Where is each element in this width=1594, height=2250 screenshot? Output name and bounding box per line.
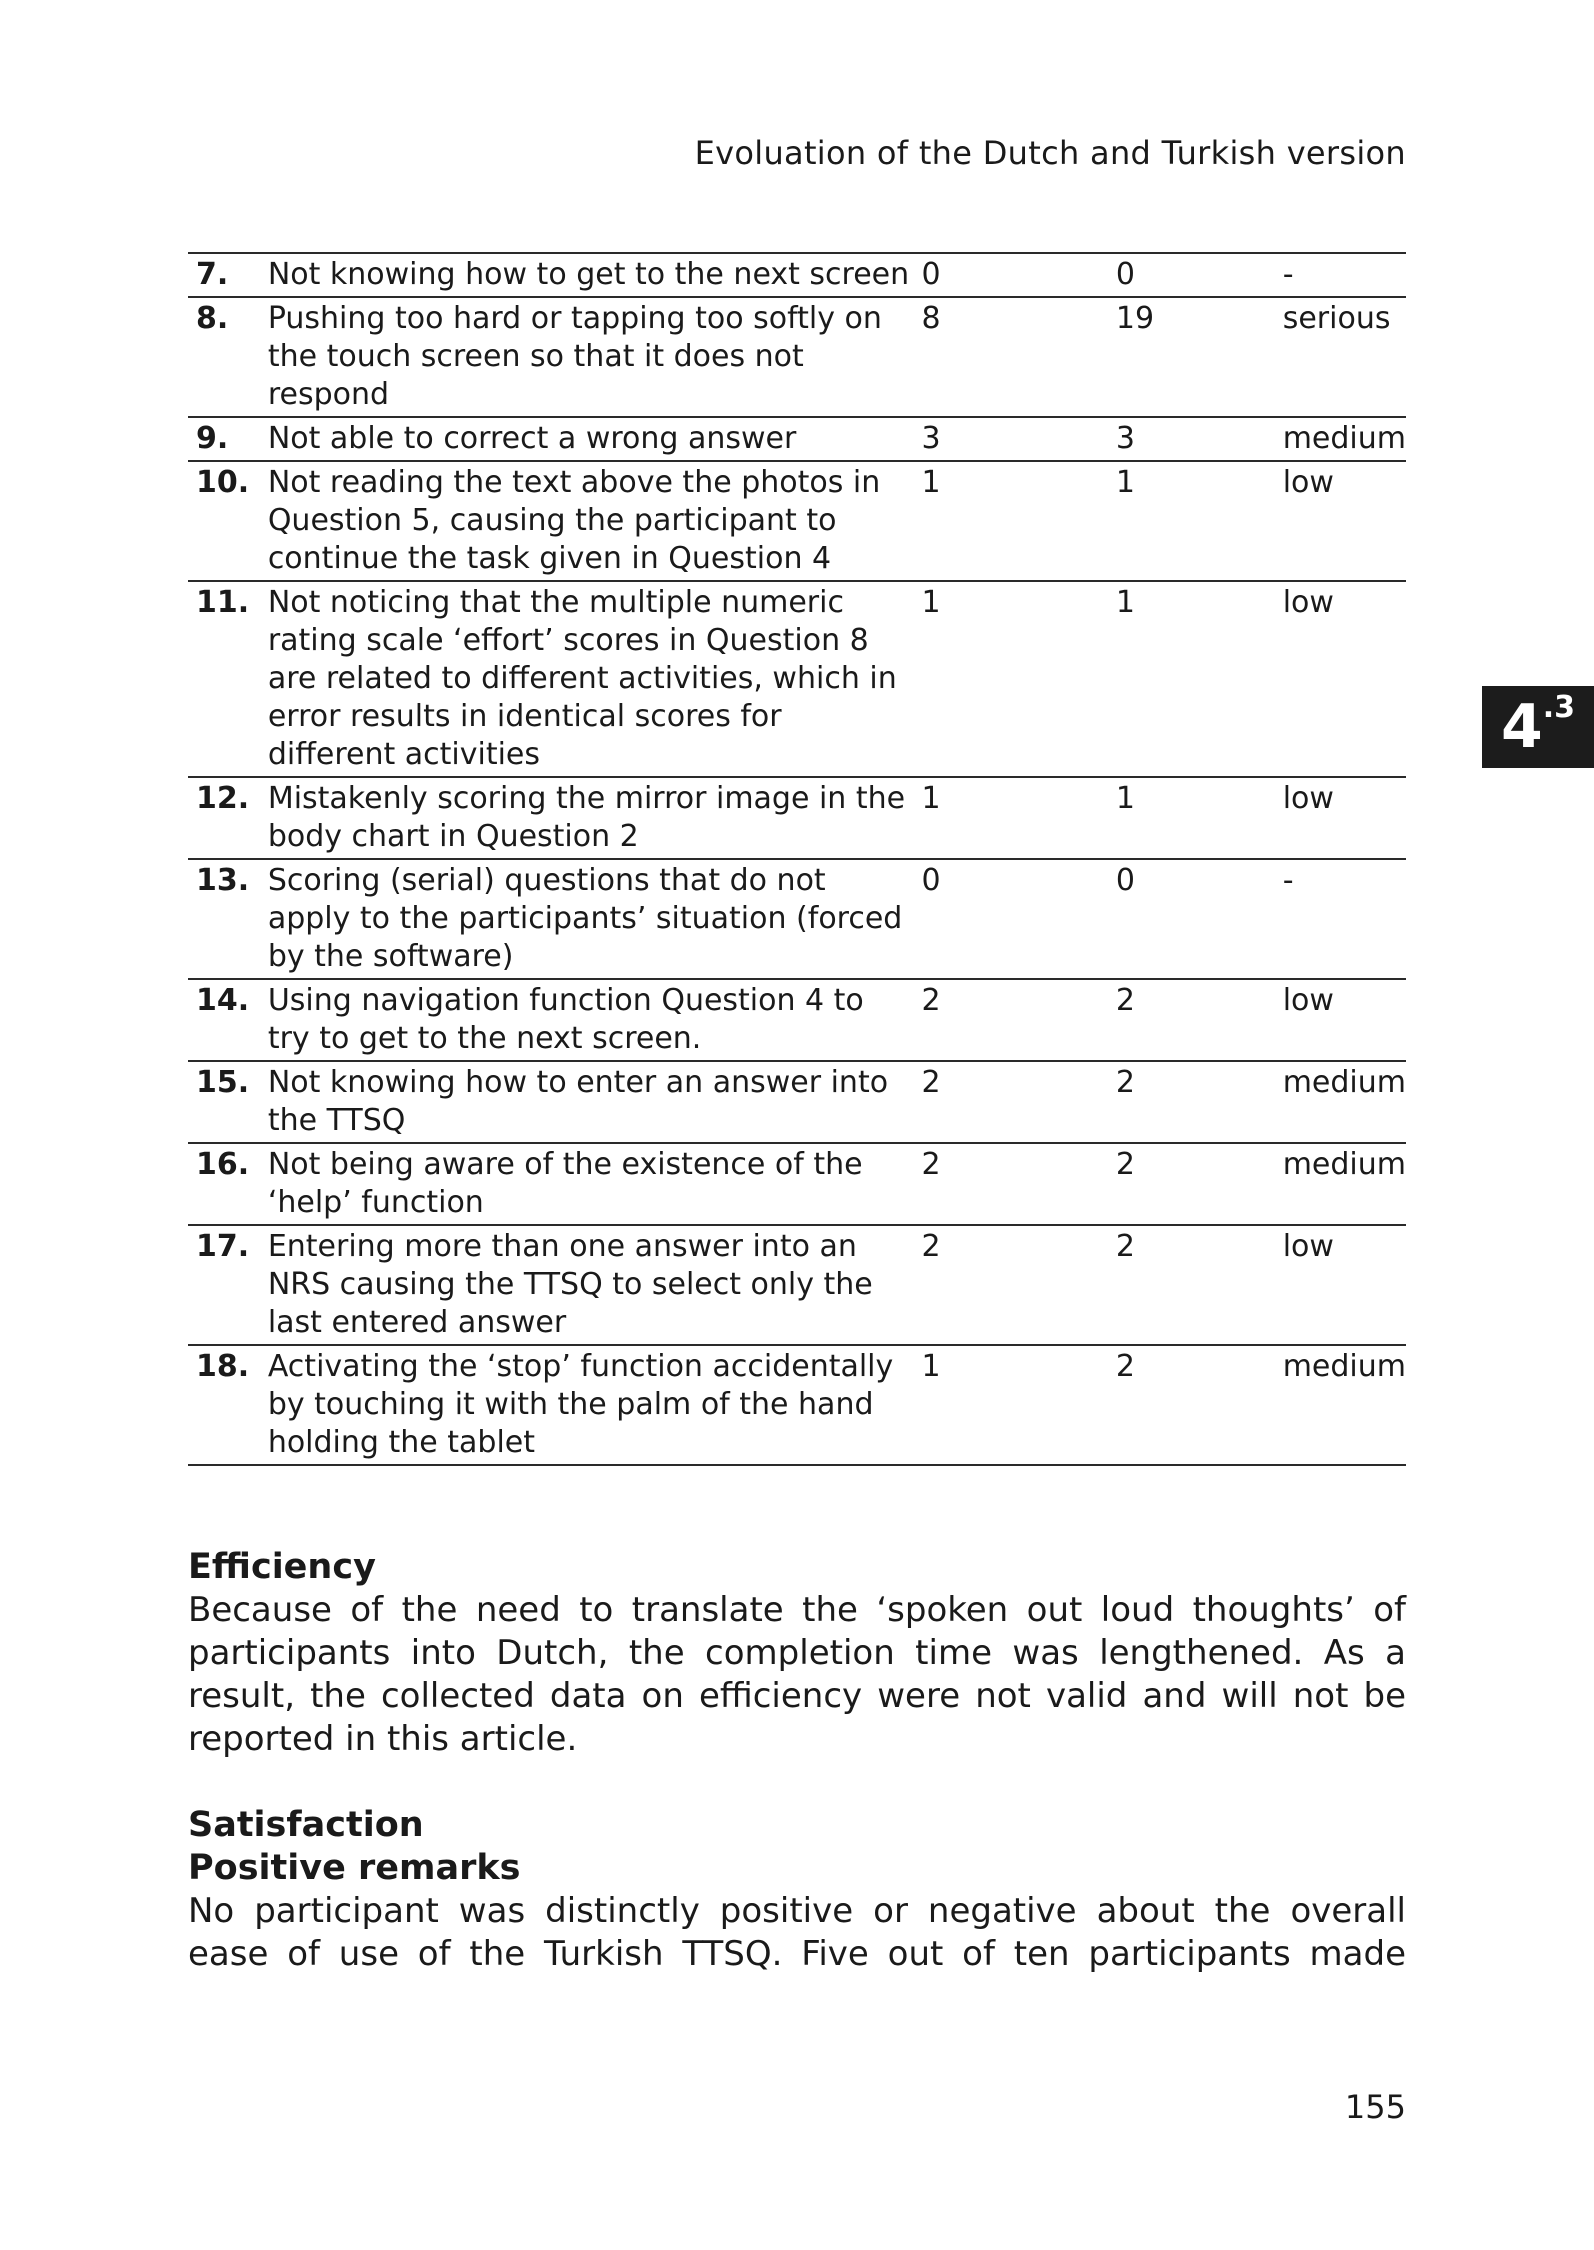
count-column-1: 1 — [921, 1349, 941, 1384]
count-column-2: 2 — [1115, 1065, 1135, 1100]
count-column-1: 0 — [921, 863, 941, 898]
count-column-1: 1 — [921, 465, 941, 500]
table-row — [188, 777, 1406, 859]
problem-description: Pushing too hard or tapping too softly on the touch screen so that it does not respond — [267, 301, 882, 412]
problem-description: Scoring (serial) questions that do not apply to the participants’ situation (forced by the software) — [267, 863, 903, 974]
severity: - — [1282, 863, 1294, 898]
table-row — [188, 1143, 1406, 1225]
row-number: 17. — [196, 1229, 250, 1264]
table-row — [188, 859, 1406, 979]
count-column-2: 1 — [1115, 585, 1135, 620]
count-column-1: 1 — [921, 781, 941, 816]
count-column-2: 19 — [1115, 301, 1155, 336]
count-column-2: 2 — [1115, 1349, 1135, 1384]
severity: low — [1282, 1229, 1334, 1264]
problem-description: Not reading the text above the photos in Question 5, causing the participant to continue the task given in Question 4 — [267, 465, 881, 576]
chapter-tab — [1482, 686, 1594, 768]
problem-description: Entering more than one answer into an NRS causing the TTSQ to select only the last entered answer — [267, 1229, 873, 1340]
severity: medium — [1282, 421, 1406, 456]
severity: medium — [1282, 1349, 1406, 1384]
severity: low — [1282, 781, 1334, 816]
efficiency-heading: Efficiency — [188, 1547, 376, 1587]
problem-description: Using navigation function Question 4 to try to get to the next screen. — [267, 983, 864, 1056]
chapter-subnumber: .3 — [1542, 689, 1576, 725]
table-row — [188, 1061, 1406, 1143]
count-column-1: 2 — [921, 1229, 941, 1264]
severity: medium — [1282, 1065, 1406, 1100]
count-column-2: 0 — [1115, 257, 1135, 292]
table-row — [188, 297, 1406, 417]
problem-description: Mistakenly scoring the mirror image in the body chart in Question 2 — [267, 781, 906, 854]
efficiency-section — [188, 1546, 1406, 1761]
page-number: 155 — [1344, 2088, 1406, 2126]
severity: - — [1282, 257, 1294, 292]
count-column-2: 1 — [1115, 465, 1135, 500]
count-column-2: 1 — [1115, 781, 1135, 816]
row-number: 12. — [196, 781, 250, 816]
row-number: 10. — [196, 465, 250, 500]
satisfaction-section — [188, 1804, 1406, 1976]
row-number: 15. — [196, 1065, 250, 1100]
count-column-1: 1 — [921, 585, 941, 620]
row-number: 9. — [196, 421, 229, 456]
satisfaction-heading: Satisfaction — [188, 1805, 424, 1845]
row-number: 14. — [196, 983, 250, 1018]
row-number: 18. — [196, 1349, 250, 1384]
table-row — [188, 979, 1406, 1061]
severity: low — [1282, 585, 1334, 620]
problem-description: Activating the ‘stop’ function accidentally by touching it with the palm of the hand holding the tablet — [267, 1349, 894, 1460]
count-column-1: 2 — [921, 1065, 941, 1100]
count-column-2: 2 — [1115, 983, 1135, 1018]
table-row — [188, 417, 1406, 461]
row-number: 7. — [196, 257, 229, 292]
row-number: 16. — [196, 1147, 250, 1182]
efficiency-text: Because of the need to translate the ‘spoken out loud thoughts’ of participants into Dutch, the completion time was lengthened. As a result, the collected data on efficiency were not valid and will not be reported in this article. — [188, 1590, 1406, 1759]
problem-description: Not able to correct a wrong answer — [267, 421, 797, 456]
severity: low — [1282, 983, 1334, 1018]
severity: low — [1282, 465, 1334, 500]
count-column-2: 2 — [1115, 1229, 1135, 1264]
problem-description: Not noticing that the multiple numeric rating scale ‘effort’ scores in Question 8 are related to different activities, which in error results in identical scores for different activities — [267, 585, 897, 772]
severity: serious — [1282, 301, 1391, 336]
table-row — [188, 1345, 1406, 1465]
table-row — [188, 1225, 1406, 1345]
row-number: 11. — [196, 585, 250, 620]
count-column-2: 0 — [1115, 863, 1135, 898]
table-row — [188, 461, 1406, 581]
count-column-2: 3 — [1115, 421, 1135, 456]
count-column-1: 8 — [921, 301, 941, 336]
problem-description: Not knowing how to enter an answer into the TTSQ — [267, 1065, 889, 1138]
count-column-1: 2 — [921, 983, 941, 1018]
table-row — [188, 581, 1406, 777]
table-row — [188, 253, 1406, 297]
count-column-1: 3 — [921, 421, 941, 456]
row-number: 13. — [196, 863, 250, 898]
problem-description: Not being aware of the existence of the ‘help’ function — [267, 1147, 863, 1220]
usability-problems-table — [188, 252, 1406, 1466]
severity: medium — [1282, 1147, 1406, 1182]
chapter-number: 4 — [1500, 692, 1543, 762]
count-column-1: 2 — [921, 1147, 941, 1182]
running-header: Evoluation of the Dutch and Turkish version — [694, 134, 1406, 172]
positive-remarks-heading: Positive remarks — [188, 1848, 521, 1888]
count-column-1: 0 — [921, 257, 941, 292]
satisfaction-text: No participant was distinctly positive or negative about the overall ease of use of the Turkish TTSQ. Five out of ten participants made — [188, 1891, 1406, 1974]
row-number: 8. — [196, 301, 229, 336]
count-column-2: 2 — [1115, 1147, 1135, 1182]
problem-description: Not knowing how to get to the next screen — [267, 257, 910, 292]
